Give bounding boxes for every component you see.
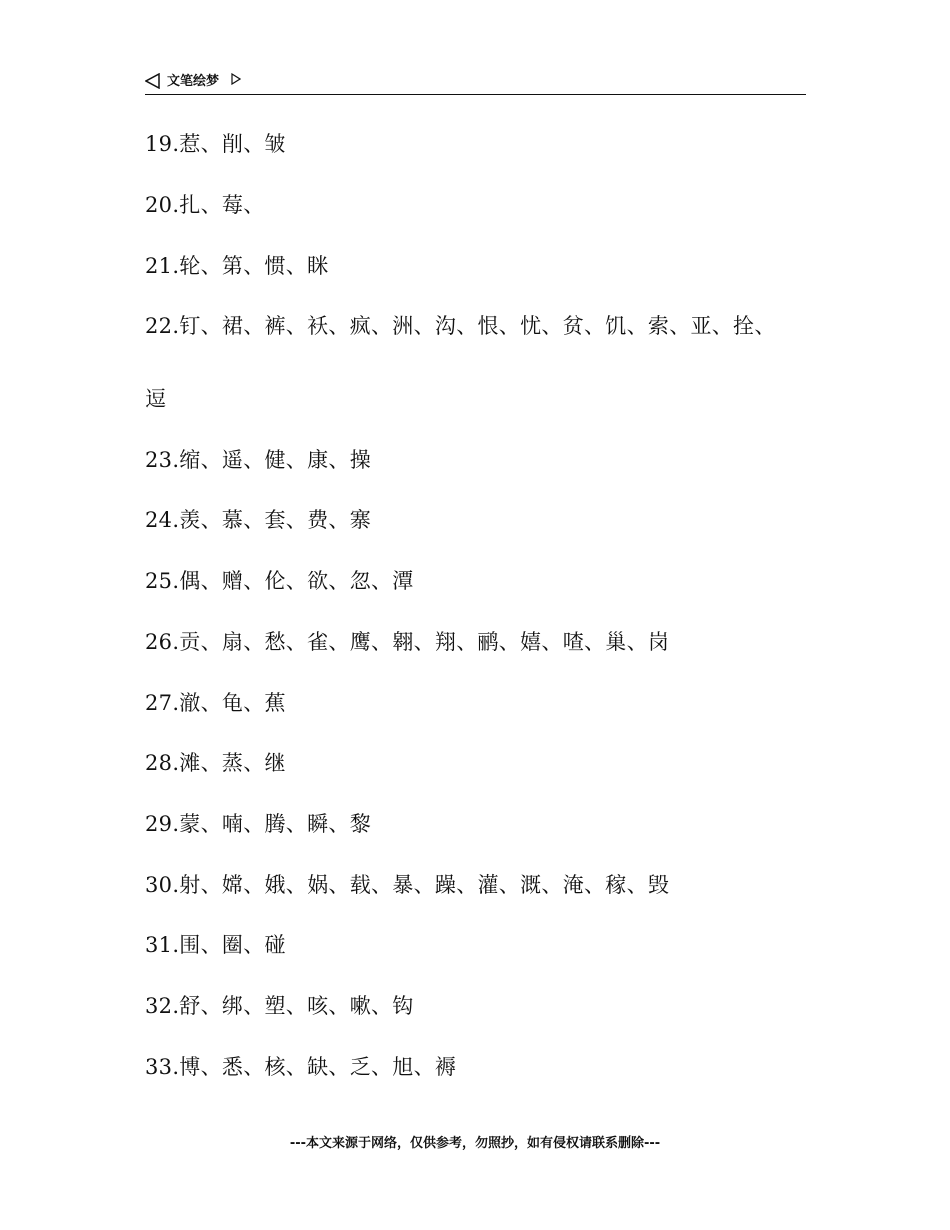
list-item-29: 29.蒙、喃、腾、瞬、黎	[145, 812, 371, 836]
list-item-24: 24.羡、慕、套、费、寨	[145, 508, 371, 532]
list-item-21: 21.轮、第、惯、眯	[145, 254, 329, 278]
list-item-23: 23.缩、遥、健、康、操	[145, 448, 371, 472]
page-header	[145, 72, 806, 95]
list-item-20: 20.扎、莓、	[145, 193, 265, 217]
page-footer-disclaimer: ---本文来源于网络，仅供参考，勿照抄，如有侵权请联系删除---	[289, 1136, 661, 1151]
list-item-19: 19.惹、削、皱	[145, 132, 286, 156]
list-item-22: 22.钉、裙、裤、袄、疯、洲、沟、恨、忧、贫、饥、索、亚、拴、	[145, 314, 776, 338]
list-item-33: 33.博、悉、核、缺、乏、旭、褥	[145, 1055, 457, 1079]
triangle-left-icon	[145, 73, 161, 89]
header-title: 文笔绘梦	[167, 74, 220, 89]
list-item-27: 27.澈、龟、蕉	[145, 691, 286, 715]
list-item-25: 25.偶、赠、伦、欲、忽、潭	[145, 569, 414, 593]
list-item-30: 30.射、嫦、娥、娲、载、暴、躁、灌、溉、淹、稼、毁	[145, 873, 670, 897]
list-item-32: 32.舒、绑、塑、咳、嗽、钩	[145, 994, 414, 1018]
list-item-31: 31.围、圈、碰	[145, 933, 286, 957]
list-item-26: 26.贡、扇、愁、雀、鹰、翱、翔、鹂、嬉、喳、巢、岗	[145, 630, 670, 654]
list-item-28: 28.滩、蒸、继	[145, 751, 286, 775]
list-item-22-continued: 逗	[145, 387, 167, 411]
triangle-right-icon	[231, 73, 241, 85]
